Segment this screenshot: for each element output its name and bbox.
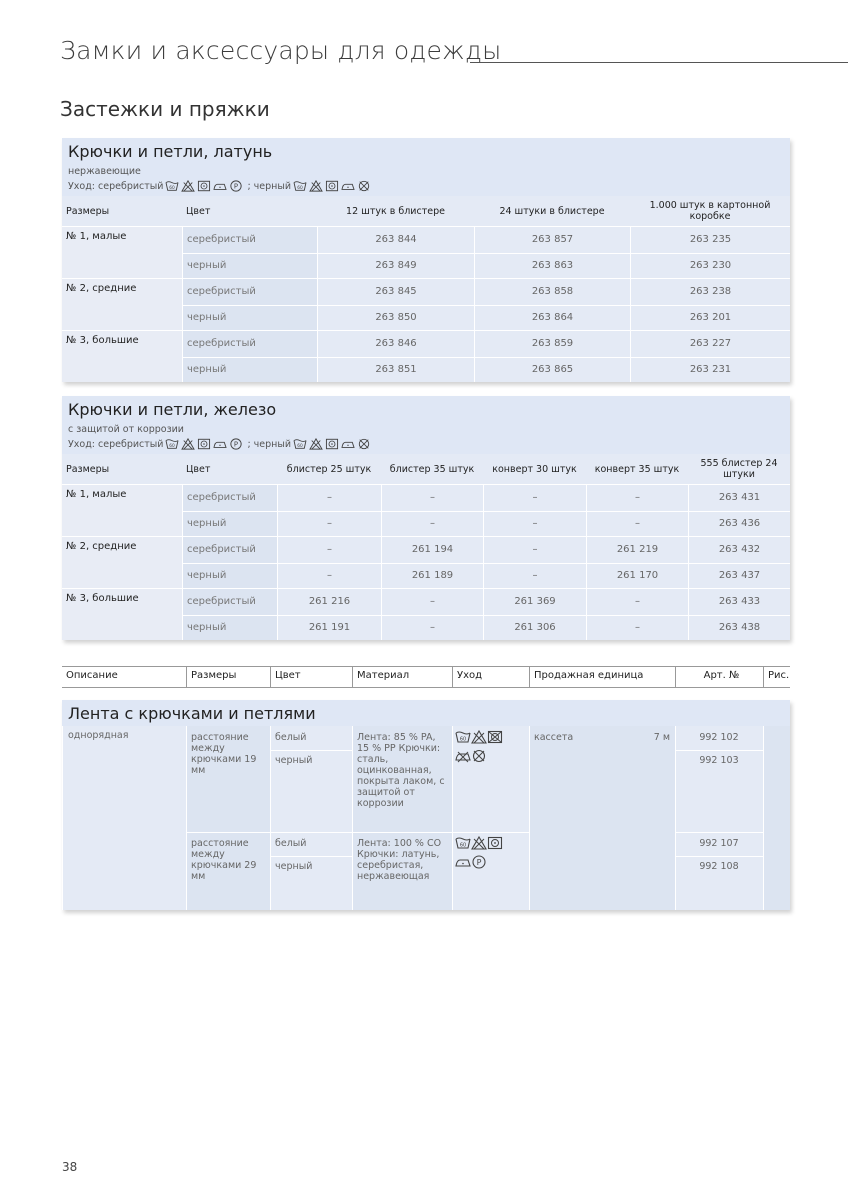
color-cell: черный [182, 253, 317, 279]
wash-60-icon [455, 836, 471, 850]
article-number: 992 102 [699, 732, 739, 743]
article-cell: 263 851 [317, 357, 474, 383]
size-cell: № 3, большие [62, 588, 182, 615]
article-cell: – [483, 511, 586, 537]
article-column [675, 726, 763, 910]
article-cell: 263 859 [474, 330, 630, 357]
dry-clean-p-icon [229, 438, 243, 450]
article-cell: 263 227 [630, 330, 790, 357]
dry-clean-p-icon [229, 180, 243, 192]
product-block-iron [62, 396, 790, 640]
article-cell: – [381, 484, 483, 511]
article-number: 992 107 [699, 838, 739, 849]
header-cell: 24 штуки в блистере [474, 196, 630, 226]
table-row [62, 536, 790, 563]
header-cell: блистер 35 штук [381, 454, 483, 484]
header-cell: Цвет [182, 196, 317, 226]
divider [675, 750, 763, 751]
article-cell: 263 845 [317, 278, 474, 305]
title-rule [470, 62, 848, 63]
no-bleach-icon [309, 180, 323, 192]
article-cell: – [586, 511, 688, 537]
block-title: Лента с крючками и петлями [68, 704, 316, 723]
color-column [270, 726, 352, 910]
unit-text: кассета [534, 732, 574, 743]
article-cell: – [381, 511, 483, 537]
article-cell: – [381, 588, 483, 615]
description-text: однорядная [68, 730, 129, 741]
group-divider [186, 832, 529, 833]
article-cell: 263 850 [317, 305, 474, 331]
table-row [62, 588, 790, 615]
article-cell: 263 865 [474, 357, 630, 383]
article-cell: 263 238 [630, 278, 790, 305]
article-cell: 261 194 [381, 536, 483, 563]
article-cell: 263 437 [688, 563, 790, 589]
divider [270, 750, 352, 751]
care-icons-black [293, 180, 371, 192]
article-cell: – [483, 536, 586, 563]
tumble-dry-icon [197, 180, 211, 192]
color-cell: серебристый [182, 588, 277, 615]
table-row [62, 615, 790, 641]
dry-clean-p-icon [471, 855, 487, 869]
article-cell: – [277, 536, 381, 563]
group-divider [675, 832, 763, 833]
size-text: расстояние между крючками 19 мм [191, 732, 257, 776]
iron-icon [213, 180, 227, 192]
table-row [62, 226, 790, 253]
article-cell: 263 864 [474, 305, 630, 331]
article-cell: 261 170 [586, 563, 688, 589]
article-cell: 261 191 [277, 615, 381, 641]
article-cell: 263 231 [630, 357, 790, 383]
article-cell: 261 219 [586, 536, 688, 563]
block-title: Крючки и петли, железо [68, 400, 277, 419]
size-cell [62, 511, 182, 537]
iron-icon [341, 438, 355, 450]
wash-60-icon [293, 180, 307, 192]
article-cell: 263 438 [688, 615, 790, 641]
color-cell: черный [182, 563, 277, 589]
header-cell: Материал [352, 667, 452, 687]
tumble-dry-icon [487, 836, 503, 850]
iron-icon [213, 438, 227, 450]
block-header [62, 396, 790, 454]
header-cell: 555 блистер 24 штуки [688, 454, 790, 484]
size-cell: № 2, средние [62, 278, 182, 305]
header-cell: Уход [452, 667, 529, 687]
wash-60-icon [293, 438, 307, 450]
no-dry-clean-icon [357, 438, 371, 450]
section-title: Застежки и пряжки [60, 97, 270, 121]
block-header [62, 700, 790, 726]
size-cell: № 1, малые [62, 226, 182, 253]
color-cell: серебристый [182, 226, 317, 253]
color-text: черный [275, 861, 313, 872]
color-cell: черный [182, 357, 317, 383]
divider [270, 856, 352, 857]
tumble-dry-icon [325, 180, 339, 192]
article-table [62, 454, 790, 640]
no-bleach-icon [309, 438, 323, 450]
product-block-brass [62, 138, 790, 382]
color-text: белый [275, 732, 307, 743]
care-line [68, 180, 784, 192]
page-title: Замки и аксессуары для одежды [60, 36, 502, 65]
block-subtitle: нержавеющие [68, 166, 141, 177]
header-cell: Рис. [763, 667, 790, 687]
block-header [62, 138, 790, 196]
color-cell: серебристый [182, 484, 277, 511]
care-icons-silver [165, 438, 243, 450]
header-cell: Цвет [270, 667, 352, 687]
block-title: Крючки и петли, латунь [68, 142, 273, 161]
header-cell: Размеры [186, 667, 270, 687]
size-cell [62, 253, 182, 279]
no-iron-icon [455, 749, 471, 763]
header-cell: конверт 35 штук [586, 454, 688, 484]
care-line [68, 438, 784, 450]
no-bleach-icon [471, 730, 487, 744]
article-cell: 263 235 [630, 226, 790, 253]
unit-qty: 7 м [653, 732, 670, 743]
care-label-black: ; черный [247, 180, 292, 192]
table-row [62, 563, 790, 589]
no-dry-icon [487, 730, 503, 744]
color-cell: черный [182, 305, 317, 331]
table-row [62, 330, 790, 357]
table-row [62, 305, 790, 331]
article-cell: 261 189 [381, 563, 483, 589]
color-text: белый [275, 838, 307, 849]
article-cell: – [277, 484, 381, 511]
article-table [62, 196, 790, 382]
table-row [62, 511, 790, 537]
article-cell: 263 863 [474, 253, 630, 279]
article-cell: 263 230 [630, 253, 790, 279]
header-cell: Цвет [182, 454, 277, 484]
care-icons-group2 [455, 836, 527, 869]
unit-column [529, 726, 675, 910]
article-cell: 263 844 [317, 226, 474, 253]
figure-column [763, 726, 790, 910]
article-cell: – [483, 484, 586, 511]
wash-60-icon [455, 730, 471, 744]
header-cell: Размеры [62, 454, 182, 484]
article-cell: 261 369 [483, 588, 586, 615]
article-cell: 263 857 [474, 226, 630, 253]
no-dry-clean-icon [471, 749, 487, 763]
size-cell [62, 305, 182, 331]
article-cell: 263 846 [317, 330, 474, 357]
article-cell: 261 306 [483, 615, 586, 641]
article-number: 992 108 [699, 861, 739, 872]
iron-icon [455, 855, 471, 869]
header-cell: блистер 25 штук [277, 454, 381, 484]
color-cell: серебристый [182, 278, 317, 305]
care-icons-group1 [455, 730, 527, 763]
header-cell: Размеры [62, 196, 182, 226]
care-label-silver: Уход: серебристый [68, 438, 164, 450]
article-cell: – [277, 563, 381, 589]
table-row [62, 278, 790, 305]
table-row [62, 253, 790, 279]
color-cell: черный [182, 615, 277, 641]
size-cell: № 3, большие [62, 330, 182, 357]
table-row [62, 357, 790, 383]
material-text: Лента: 100 % CO Крючки: латунь, серебристая, нержавеющая [357, 838, 442, 882]
material-text: Лента: 85 % PA, 15 % PP Крючки: сталь, оцинкованная, покрыта лаком, с защитой от коррозии [357, 732, 445, 809]
header-cell: конверт 30 штук [483, 454, 586, 484]
size-cell [62, 357, 182, 383]
table-row [62, 484, 790, 511]
article-cell: 263 433 [688, 588, 790, 615]
care-label-black: ; черный [247, 438, 292, 450]
article-cell: – [586, 615, 688, 641]
tumble-dry-icon [325, 438, 339, 450]
wash-60-icon [165, 438, 179, 450]
no-bleach-icon [181, 180, 195, 192]
wash-60-icon [165, 180, 179, 192]
iron-icon [341, 180, 355, 192]
article-cell: 263 201 [630, 305, 790, 331]
header-cell: Продажная единица [529, 667, 675, 687]
block-subtitle: с защитой от коррозии [68, 424, 184, 435]
divider [675, 856, 763, 857]
size-cell: № 1, малые [62, 484, 182, 511]
header-cell: 12 штук в блистере [317, 196, 474, 226]
size-cell: № 2, средние [62, 536, 182, 563]
description-column [62, 726, 186, 910]
table-header-row [62, 454, 790, 484]
no-bleach-icon [181, 438, 195, 450]
article-cell: – [483, 563, 586, 589]
color-cell: серебристый [182, 330, 317, 357]
size-cell [62, 563, 182, 589]
article-cell: 263 436 [688, 511, 790, 537]
tumble-dry-icon [197, 438, 211, 450]
page-number: 38 [62, 1160, 78, 1174]
article-cell: 263 849 [317, 253, 474, 279]
header-cell: 1.000 штук в картонной коробке [630, 196, 790, 226]
article-cell: 263 432 [688, 536, 790, 563]
care-icons-silver [165, 180, 243, 192]
article-cell: – [277, 511, 381, 537]
care-icons-black [293, 438, 371, 450]
article-number: 992 103 [699, 755, 739, 766]
header-cell: Арт. № [675, 667, 763, 687]
article-cell: – [586, 588, 688, 615]
color-cell: серебристый [182, 536, 277, 563]
article-cell: 263 431 [688, 484, 790, 511]
care-label-silver: Уход: серебристый [68, 180, 164, 192]
color-cell: черный [182, 511, 277, 537]
size-cell [62, 615, 182, 641]
table3-header [62, 666, 790, 688]
article-cell: – [586, 484, 688, 511]
article-cell: 263 858 [474, 278, 630, 305]
no-dry-clean-icon [357, 180, 371, 192]
table-header-row [62, 196, 790, 226]
article-cell: – [381, 615, 483, 641]
no-bleach-icon [471, 836, 487, 850]
article-cell: 261 216 [277, 588, 381, 615]
header-cell: Описание [66, 670, 118, 681]
size-text: расстояние между крючками 29 мм [191, 838, 257, 882]
color-text: черный [275, 755, 313, 766]
product-block-tape [62, 700, 790, 910]
